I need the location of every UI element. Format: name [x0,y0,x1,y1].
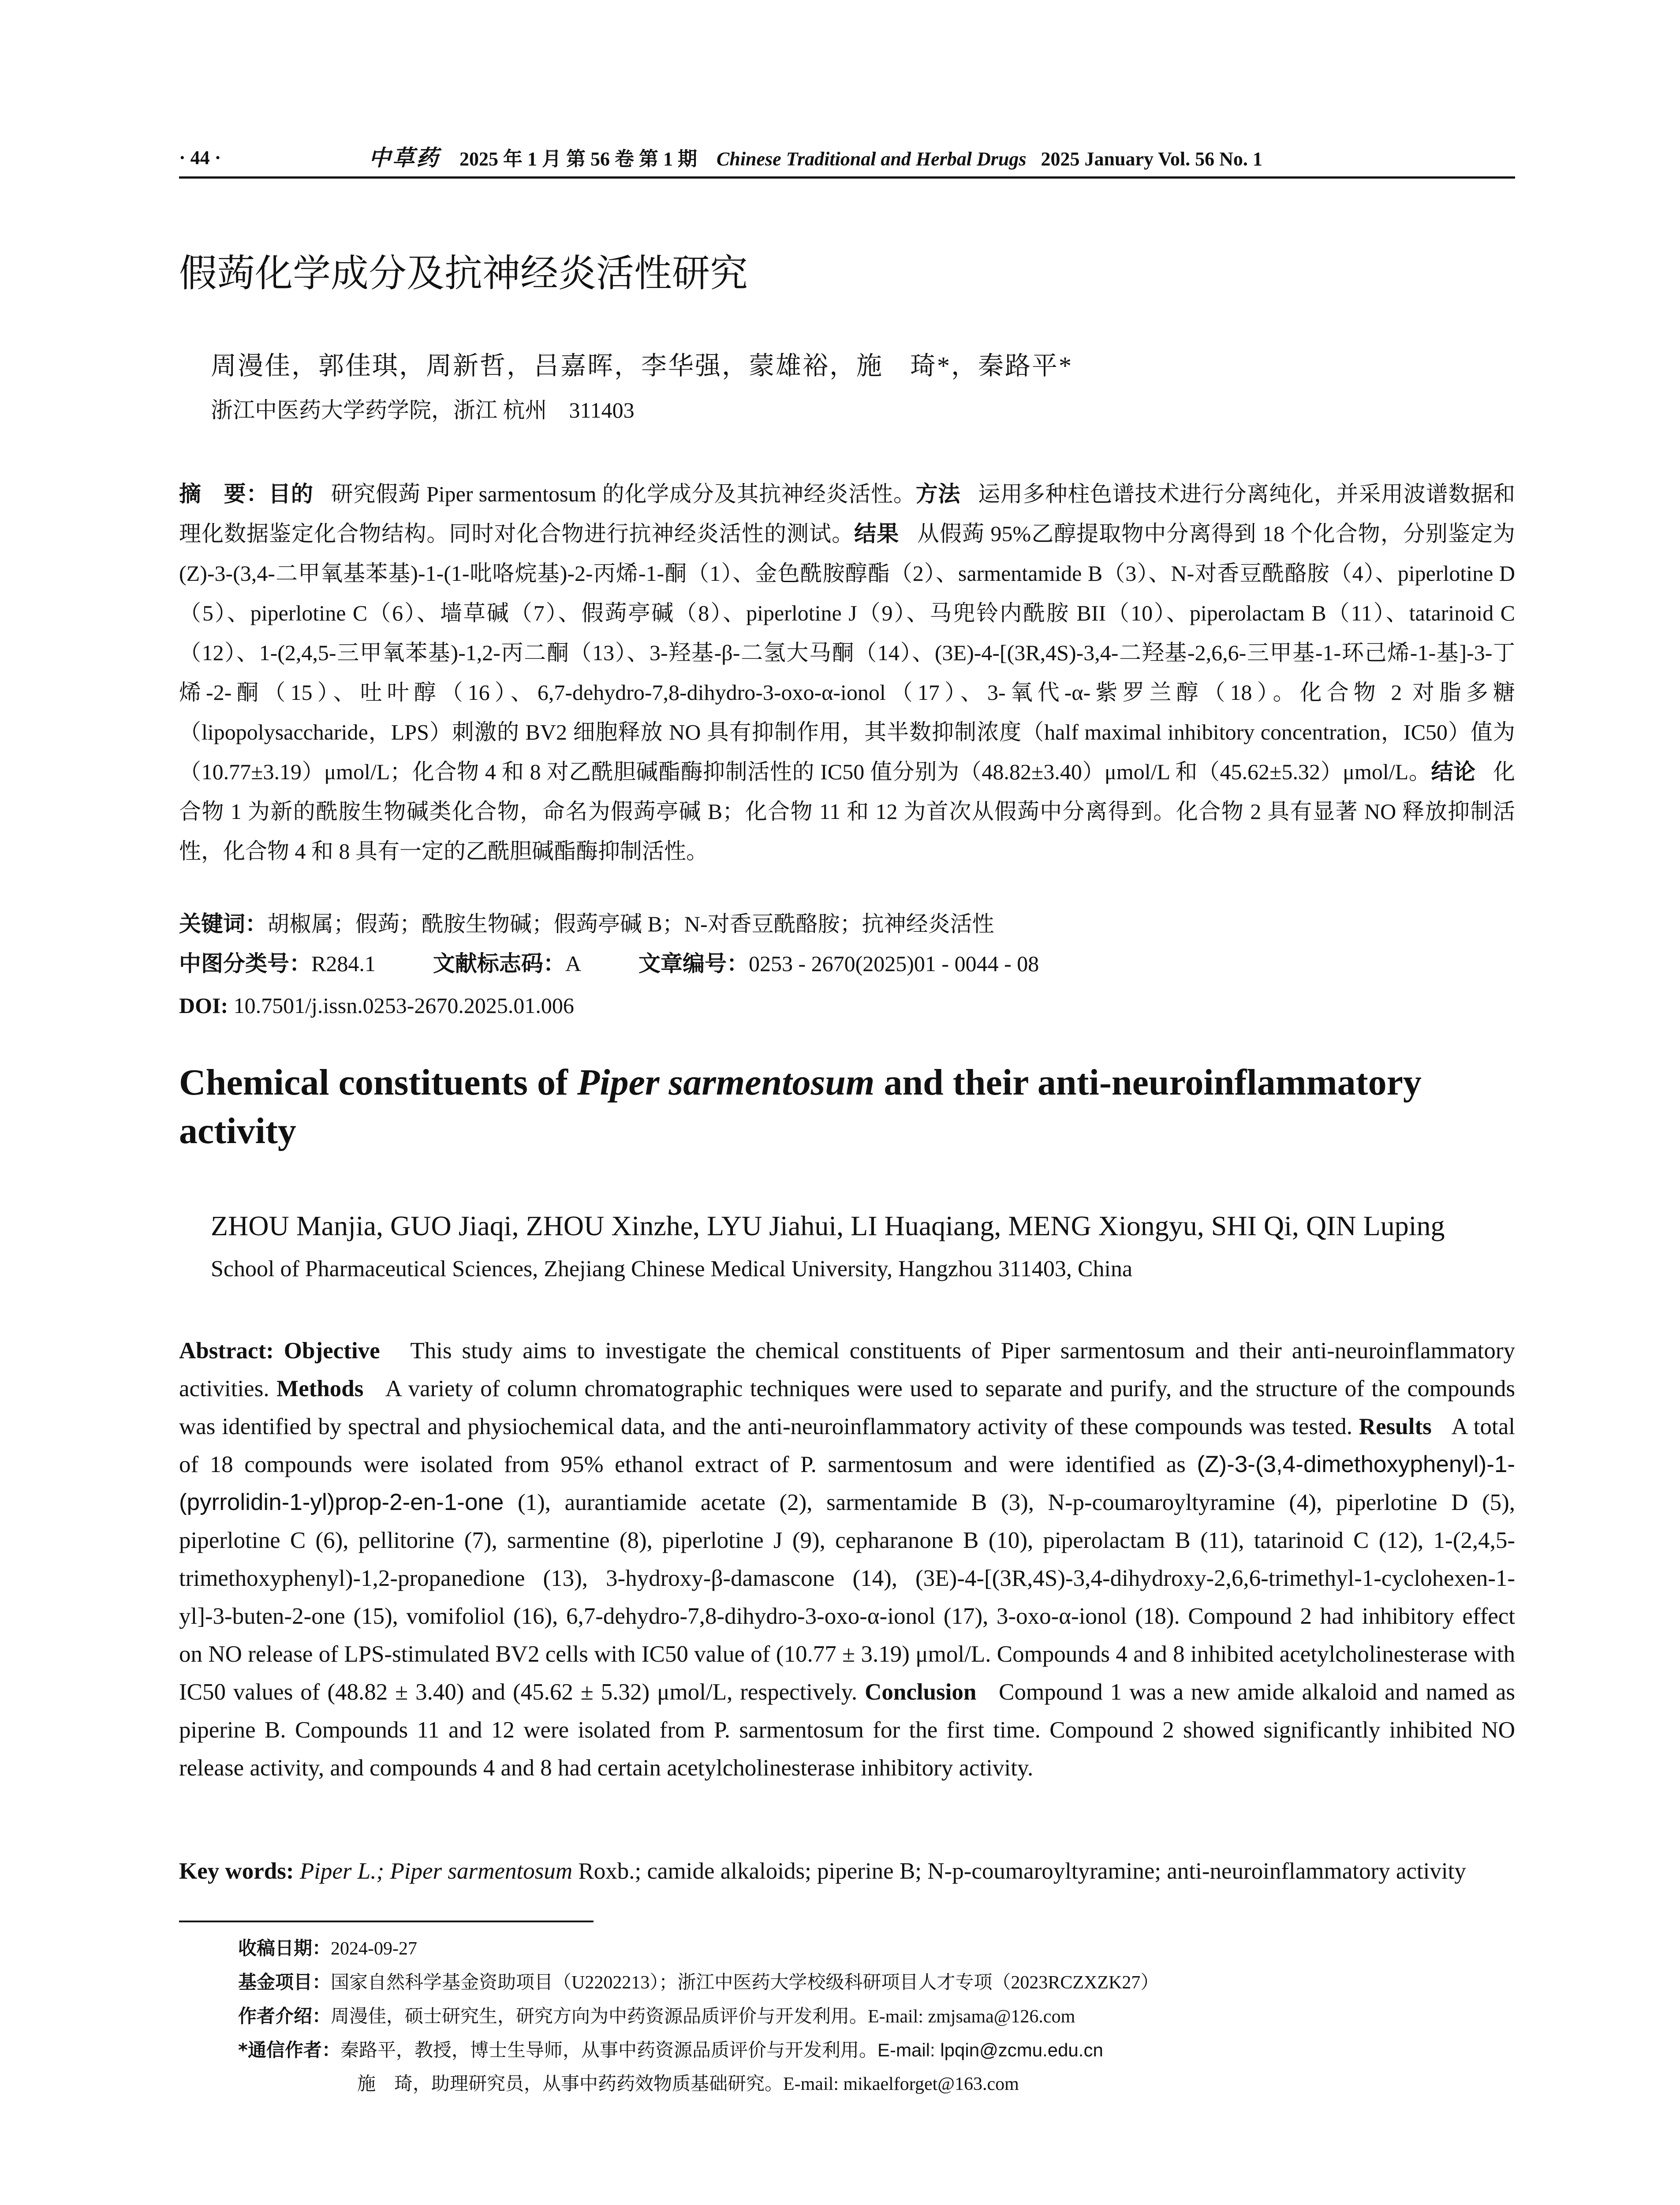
keywords-en [179,1852,1515,1890]
results-label-cn: 结果 [854,521,900,546]
compound-1-name-en: (Z)-3-(3,4-dimethoxyphenyl)-1-(pyrrolidin-1-yl)prop-2-en-1-one [179,1451,1516,1515]
keywords-label-en: Key words: [179,1858,294,1884]
corresponding-author [238,2033,1512,2067]
abstract-cn [179,474,1515,871]
issue-en: 2025 January Vol. 56 No. 1 [1041,148,1262,170]
author-list-cn: 周漫佳，郭佳琪，周新哲，吕嘉晖，李华强，蒙雄裕，施 琦*，秦路平* [211,351,1073,380]
article-title-cn: 假蒟化学成分及抗神经炎活性研究 [179,251,748,295]
funding-value: 国家自然科学基金资助项目（U2202213）；浙江中医药大学校级科研项目人才专项（2023RCZXZK27） [331,1973,1159,1993]
received-value: 2024-09-27 [331,1939,417,1959]
affiliation-cn: 浙江中医药大学药学院，浙江 杭州 311403 [211,398,635,422]
doi-value[interactable]: 10.7501/j.issn.0253-2670.2025.01.006 [233,993,574,1018]
keywords-cn [179,906,1515,942]
title-en-part1: Chemical constituents of [179,1062,577,1103]
corresponding-email-a[interactable]: E-mail: lpqin@zcmu.edu.cn [877,2040,1103,2060]
funding-info [238,1966,1512,1999]
keywords-label-cn: 关键词： [179,911,267,937]
results-text-en-a: A total of 18 compounds were isolated from 95% ethanol extract of P. sarmentosum and were identified as [179,1414,1515,1477]
conclusion-label-cn: 结论 [1431,759,1476,785]
journal-name-en: Chinese Traditional and Herbal Drugs [717,148,1027,170]
author-info-label: 作者介绍： [238,2005,331,2027]
objective-text-cn: 研究假蒟 Piper sarmentosum 的化学成分及其抗神经炎活性。 [331,482,916,506]
funding-label: 基金项目： [238,1971,331,1993]
objective-label-cn: 目的 [269,481,314,507]
footnote-divider [179,1921,594,1922]
conclusion-text-cn: 化合物 1 为新的酰胺生物碱类化合物，命名为假蒟亭碱 B；化合物 11 和 12 为首次从假蒟中分离得到。化合物 2 具有显著 NO 释放抑制活性，化合物 4 和 8 具有一定的乙酰胆碱酯酶抑制活性。 [179,759,1516,863]
methods-label-en: Methods [276,1376,364,1401]
doc-code-value: A [565,951,581,976]
author-info [238,1999,1512,2033]
abstract-label-en: Abstract: [179,1338,274,1364]
methods-text-en: A variety of column chromatographic techniques were used to separate and purify, and the structure of the compounds was identified by spectral and physiochemical data, and the anti-neuroinflammatory activity of these compounds was tested. [179,1376,1516,1439]
clc-value: R284.1 [311,951,376,976]
article-title-en [179,1058,1515,1155]
footnotes [238,1932,1512,2101]
author-info-value: 周漫佳，硕士研究生，研究方向为中药资源品质评价与开发利用。E-mail: zmjsama@126.com [331,2007,1075,2027]
results-label-en: Results [1359,1414,1432,1439]
objective-label-en: Objective [284,1338,380,1364]
article-no-label: 文章编号： [638,951,749,976]
received-label: 收稿日期： [238,1937,331,1959]
corresponding-author-2: 施 琦，助理研究员，从事中药药效物质基础研究。E-mail: mikaelforget@163.com [357,2074,1019,2094]
conclusion-label-en: Conclusion [865,1679,977,1705]
results-text-cn: 从假蒟 95%乙醇提取物中分离得到 18 个化合物，分别鉴定为 (Z)-3-(3,4-二甲氧基苯基)-1-(1-吡咯烷基)-2-丙烯-1-酮（1）、金色酰胺醇酯（2）、sarmentamide B（3）、N-对香豆酰酪胺（4）、piperlotine D（5）、piperlotine C（6）、墙草碱（7）、假蒟亭碱（8）、piperlotine J（9）、马兜铃内酰胺 BII（10）、piperolactam B（11）、tatarinoid C（12）、1-(2,4,5-三甲氧苯基)-1,2-丙二酮（13）、3-羟基-β-二氢大马酮（14）、(3E)-4-[(3R,4S)-3,4-二羟基-2,6,6-三甲基-1-环己烯-1-基]-3-丁烯-2-酮（15）、吐叶醇（16）、6,7-dehydro-7,8-dihydro-3-oxo-α-ionol（17）、3-氧代-α-紫罗兰醇（18）。化合物 2 对脂多糖（lipopolysaccharide，LPS）刺激的 BV2 细胞释放 NO 具有抑制作用，其半数抑制浓度（half maximal inhibitory concentration，IC50）值为（10.77±3.19）μmol/L；化合物 4 和 8 对乙酰胆碱酯酶抑制活性的 IC50 值分别为（48.82±3.40）μmol/L 和（45.62±5.32）μmol/L。 [179,521,1516,784]
doi-label: DOI: [179,993,228,1018]
author-list-en: ZHOU Manjia, GUO Jiaqi, ZHOU Xinzhe, LYU Jiahui, LI Huaqiang, MENG Xiongyu, SHI Qi, QIN Luping [211,1210,1445,1241]
header-journal-line [369,146,1262,172]
doi-line [179,988,1515,1023]
keywords-en-b: Piper sarmentosum [390,1858,573,1884]
abstract-en [179,1332,1515,1787]
corresponding-label: *通信作者： [238,2039,340,2061]
running-header [179,146,1515,179]
page-number: · 44 · [179,147,221,168]
clc-label: 中图分类号： [179,951,311,976]
issue-cn: 2025 年 1 月 第 56 卷 第 1 期 [459,148,697,170]
article-no-value: 0253 - 2670(2025)01 - 0044 - 08 [748,951,1039,976]
received-date [238,1932,1512,1966]
title-en-part2: and their anti-neuroinflammatory activity [179,1062,1422,1151]
classification-line [179,946,1515,981]
methods-label-cn: 方法 [915,481,961,507]
keywords-text-cn: 胡椒属；假蒟；酰胺生物碱；假蒟亭碱 B；N-对香豆酰酪胺；抗神经炎活性 [267,912,994,936]
doc-code-label: 文献标志码： [433,951,565,976]
methods-text-cn: 运用多种柱色谱技术进行分离纯化，并采用波谱数据和理化数据鉴定化合物结构。同时对化合物进行抗神经炎活性的测试。 [179,482,1516,546]
journal-name-cn: 中草药 [369,146,440,170]
objective-text-en: This study aims to investigate the chemical constituents of Piper sarmentosum and their anti-neuroinflammatory activities. [179,1338,1516,1401]
abstract-label-cn: 摘 要： [179,481,269,507]
corresponding-value-a: 秦路平，教授，博士生导师，从事中药资源品质评价与开发利用。 [340,2041,877,2061]
affiliation-en: School of Pharmaceutical Sciences, Zhejiang Chinese Medical University, Hangzhou 311403, China [211,1256,1133,1282]
results-text-en-b: (1), aurantiamide acetate (2), sarmentamide B (3), N-p-coumaroyltyramine (4), piperlotine D (5), piperlotine C (6), pellitorine (7), sarmentine (8), piperlotine J (9), cepharanone B (10), piperolactam B (11), tatarinoid C (12), 1-(2,4,5-trimethoxyphenyl)-1,2-propanedione (13), 3-hydroxy-β-damascone (14), (3E)-4-[(3R,4S)-3,4-dihydroxy-2,6,6-trimethyl-1-cyclohexen-1-yl]-3-buten-2-one (15), vomifoliol (16), 6,7-dehydro-7,8-dihydro-3-oxo-α-ionol (17), 3-oxo-α-ionol (18). Compound 2 had inhibitory effect on NO release of LPS-stimulated BV2 cells with IC50 value of (10.77 ± 3.19) μmol/L. Compounds 4 and 8 inhibited acetylcholinesterase with IC50 values of (48.82 ± 3.40) and (45.62 ± 5.32) μmol/L, respectively. [179,1490,1515,1705]
conclusion-text-en: Compound 1 was a new amide alkaloid and named as piperine B. Compounds 11 and 12 were isolated from P. sarmentosum for the first time. Compound 2 showed significantly inhibited NO release activity, and compounds 4 and 8 had certain acetylcholinesterase inhibitory activity. [179,1679,1516,1781]
title-en-species: Piper sarmentosum [577,1062,875,1103]
keywords-en-a: Piper L.; [299,1858,385,1884]
keywords-en-c: Roxb.; camide alkaloids; piperine B; N-p-coumaroyltyramine; anti-neuroinflammatory activity [578,1858,1466,1884]
